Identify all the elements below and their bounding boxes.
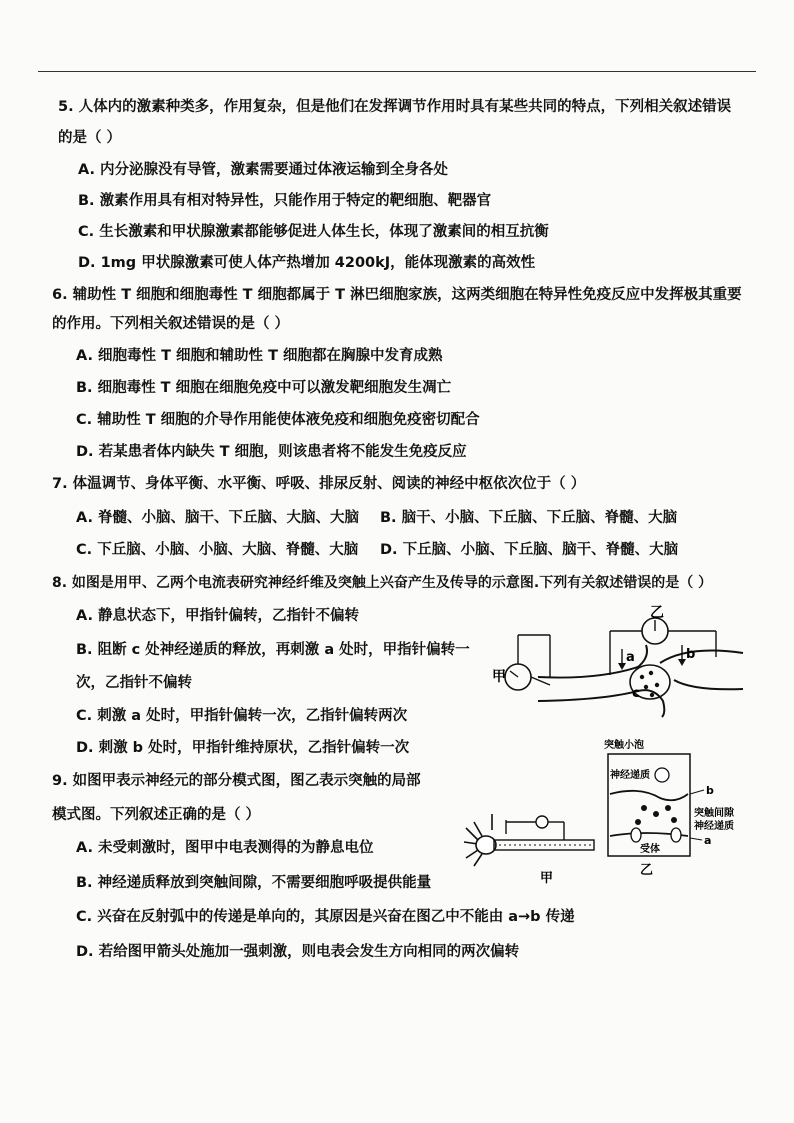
- q7-option-a: A. 脊髓、小脑、脑干、下丘脑、大脑、大脑: [76, 510, 360, 526]
- q9-transmitter-dot: [671, 817, 677, 823]
- q9-receptor: [631, 828, 641, 842]
- q8-arrowhead-a: [618, 663, 626, 670]
- q9-receptor: [671, 828, 681, 842]
- q8-option-b-line2: 次，乙指针不偏转: [76, 675, 192, 691]
- q5-option-a: A. 内分泌腺没有导管，激素需要通过体液运输到全身各处: [78, 162, 449, 178]
- q9-option-b: B. 神经递质释放到突触间隙，不需要细胞呼吸提供能量: [76, 875, 432, 891]
- q7-option-b: B. 脑干、小脑、下丘脑、下丘脑、脊髓、大脑: [380, 510, 678, 526]
- q8-option-b-line1: B. 阻断 c 处神经递质的释放，再刺激 a 处时，甲指针偏转一: [76, 642, 470, 658]
- q8-label-b: b: [686, 647, 696, 662]
- q9-stem-line2: 模式图。下列叙述正确的是（ ）: [52, 807, 261, 823]
- q9-cell-body: [476, 836, 496, 854]
- q5-option-d: D. 1mg 甲状腺激素可使人体产热增加 4200kJ，能体现激素的高效性: [78, 255, 536, 271]
- q8-label-a: a: [626, 650, 635, 665]
- q8-label-c: c: [632, 686, 640, 701]
- q9-presynaptic-membrane: [610, 791, 688, 800]
- q8-option-c: C. 刺激 a 处时，甲指针偏转一次，乙指针偏转两次: [76, 708, 408, 724]
- q8-option-d: D. 刺激 b 处时，甲指针维持原状，乙指针偏转一次: [76, 740, 410, 756]
- q8-vesicle-dot: [655, 683, 659, 687]
- q8-stem: 8. 如图是用甲、乙两个电流表研究神经纤维及突触上兴奋产生及传导的示意图.下列有关叙述错误的是（ ）: [52, 575, 713, 591]
- q9-label-receptor: 受体: [640, 844, 660, 855]
- q9-leader-a: [690, 838, 702, 840]
- q7-stem: 7. 体温调节、身体平衡、水平衡、呼吸、排尿反射、阅读的神经中枢依次位于（ ）: [52, 476, 586, 492]
- q5-option-c: C. 生长激素和甲状腺激素都能够促进人体生长，体现了激素间的相互抗衡: [78, 224, 549, 240]
- q9-caption-yi: 乙: [640, 863, 654, 878]
- q6-stem-line2: 的作用。下列相关叙述错误的是（ ）: [52, 316, 290, 332]
- q5-option-b: B. 激素作用具有相对特异性，只能作用于特定的靶细胞、靶器官: [78, 193, 492, 209]
- q9-caption-jia: 甲: [540, 871, 554, 886]
- q8-label-yi: 乙: [650, 605, 664, 621]
- q9-transmitter-dot: [653, 811, 659, 817]
- q8-vesicle-dot: [649, 671, 653, 675]
- header-rule: [38, 71, 756, 72]
- q9-label-vesicle: 突触小泡: [604, 740, 644, 751]
- q9-figure-yi: [600, 738, 750, 878]
- q9-option-c: C. 兴奋在反射弧中的传递是单向的，其原因是兴奋在图乙中不能由 a→b 传递: [76, 909, 575, 925]
- q7-option-d: D. 下丘脑、小脑、下丘脑、脑干、脊髓、大脑: [380, 542, 679, 558]
- q8-figure: [488, 605, 753, 720]
- q8-axon-lower: [538, 690, 664, 717]
- q8-vesicle-dot: [644, 685, 648, 689]
- q8-arrowhead-b: [678, 659, 686, 666]
- q8-post-lower: [674, 680, 743, 689]
- q9-meter: [536, 816, 548, 828]
- q8-option-a: A. 静息状态下，甲指针偏转，乙指针不偏转: [76, 608, 360, 624]
- q9-label-cleft: 突触间隙: [694, 808, 734, 819]
- q9-transmitter-dot: [641, 805, 647, 811]
- q6-option-c: C. 辅助性 T 细胞的介导作用能使体液免疫和细胞免疫密切配合: [76, 412, 480, 428]
- q9-option-d: D. 若给图甲箭头处施加一强刺激，则电表会发生方向相同的两次偏转: [76, 944, 520, 960]
- q9-figure-jia: [460, 808, 600, 888]
- q9-label-transmitter2: 神经递质: [694, 821, 734, 832]
- q9-label-transmitter: 神经递质: [610, 770, 650, 781]
- q9-leader-b: [690, 790, 704, 794]
- q9-label-b: b: [706, 784, 714, 797]
- q9-vesicle: [655, 768, 669, 782]
- q9-option-a: A. 未受刺激时，图甲中电表测得的为静息电位: [76, 840, 374, 856]
- q8-label-jia: 甲: [492, 669, 506, 685]
- q7-option-c: C. 下丘脑、小脑、小脑、大脑、脊髓、大脑: [76, 542, 359, 558]
- q6-option-b: B. 细胞毒性 T 细胞在细胞免疫中可以激发靶细胞发生凋亡: [76, 380, 452, 396]
- q5-stem-line1: 5. 人体内的激素种类多，作用复杂，但是他们在发挥调节作用时具有某些共同的特点，下列相关叙述错误: [58, 99, 732, 115]
- q9-transmitter-dot: [635, 819, 641, 825]
- q9-transmitter-dot: [665, 805, 671, 811]
- q8-vesicle-dot: [640, 675, 644, 679]
- q6-stem-line1: 6. 辅助性 T 细胞和细胞毒性 T 细胞都属于 T 淋巴细胞家族，这两类细胞在特异性免疫反应中发挥极其重要: [52, 287, 742, 303]
- q8-post-upper: [660, 651, 743, 663]
- q8-vesicle-dot: [650, 693, 654, 697]
- q9-label-a: a: [704, 834, 712, 847]
- q6-option-d: D. 若某患者体内缺失 T 细胞，则该患者将不能发生免疫反应: [76, 444, 467, 460]
- q8-meter-jia-needle: [510, 671, 518, 677]
- q9-stem-line1: 9. 如图甲表示神经元的部分模式图，图乙表示突触的局部: [52, 773, 421, 789]
- q6-option-a: A. 细胞毒性 T 细胞和辅助性 T 细胞都在胸腺中发育成熟: [76, 348, 443, 364]
- q5-stem-line2: 的是（ ）: [58, 130, 122, 146]
